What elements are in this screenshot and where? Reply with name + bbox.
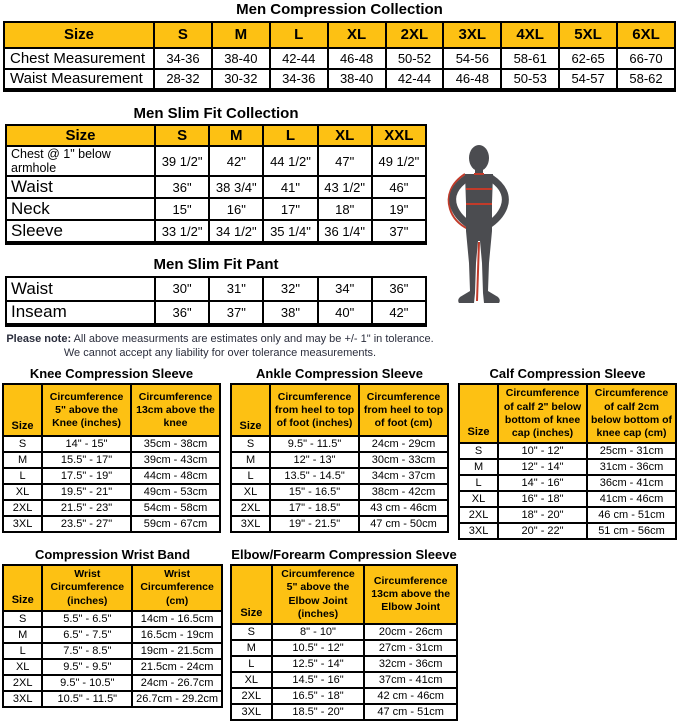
column-header: XL: [328, 22, 386, 48]
column-header: 2XL: [386, 22, 444, 48]
cell-value: 37cm - 41cm: [364, 672, 457, 688]
cell-value: 58-61: [501, 48, 559, 69]
calf-sleeve-table: [458, 383, 677, 540]
wrist-band-table: [2, 564, 223, 707]
column-header: Circumference 13cm above the Elbow Joint: [364, 565, 457, 624]
cell-value: 12.5" - 14": [272, 656, 365, 672]
column-header: Circumference 5" above the Elbow Joint (inches): [272, 565, 365, 624]
row-label: XL: [3, 484, 42, 500]
cell-value: 33 1/2": [155, 220, 209, 243]
knee-sleeve-table: [2, 383, 221, 533]
men-slim-fit-pant-title: Men Slim Fit Pant: [153, 256, 279, 273]
column-header: Wrist Circumference (inches): [42, 565, 132, 610]
cell-value: 36": [155, 301, 209, 325]
row-label: 3XL: [3, 691, 42, 707]
size-column-header: Size: [4, 22, 154, 48]
row-label: 2XL: [231, 500, 270, 516]
cell-value: 58-62: [617, 69, 675, 90]
cell-value: 34cm - 37cm: [359, 468, 448, 484]
cell-value: 31cm - 36cm: [587, 459, 676, 475]
cell-value: 54-56: [443, 48, 501, 69]
cell-value: 21.5" - 23": [42, 500, 131, 516]
table-row: [3, 675, 222, 691]
cell-value: 36cm - 41cm: [587, 475, 676, 491]
column-header: M: [209, 125, 263, 146]
cell-value: 47": [318, 146, 372, 176]
cell-value: 37": [372, 220, 426, 243]
tolerance-note: [2, 332, 438, 362]
row-label: XL: [3, 659, 42, 675]
cell-value: 17.5" - 19": [42, 468, 131, 484]
header-row: [4, 22, 675, 48]
cell-value: 18.5" - 20": [272, 704, 365, 720]
header-row: [3, 384, 220, 436]
ankle-sleeve-table: [230, 383, 449, 533]
table-row: [6, 301, 426, 325]
cell-value: 9.5" - 11.5": [270, 436, 359, 452]
cell-value: 16": [209, 198, 263, 220]
row-label: M: [231, 640, 272, 656]
cell-value: 49 1/2": [372, 146, 426, 176]
cell-value: 62-65: [559, 48, 617, 69]
elbow-sleeve-title: Elbow/Forearm Compression Sleeve: [231, 546, 457, 562]
table-row: [6, 220, 426, 243]
row-label: S: [3, 611, 42, 627]
men-compression-collection-section: [3, 2, 676, 92]
column-header: L: [263, 125, 317, 146]
cell-value: 34-36: [270, 69, 328, 90]
column-header: Circumference 5" above the Knee (inches): [42, 384, 131, 436]
cell-value: 51 cm - 56cm: [587, 523, 676, 539]
cell-value: 41": [263, 176, 317, 198]
cell-value: 39 1/2": [155, 146, 209, 176]
table-row: [6, 146, 426, 176]
cell-value: 46": [372, 176, 426, 198]
row-label: 2XL: [459, 507, 498, 523]
cell-value: 14" - 16": [498, 475, 587, 491]
row-label: S: [459, 443, 498, 459]
wrist-band-section: [2, 548, 223, 721]
cell-value: 54-57: [559, 69, 617, 90]
cell-value: 16.5cm - 19cm: [132, 627, 222, 643]
row-label: Chest @ 1" below armhole: [6, 146, 155, 176]
cell-value: 38": [263, 301, 317, 325]
table-row: [4, 69, 675, 90]
cell-value: 25cm - 31cm: [587, 443, 676, 459]
size-chart-page: [0, 1, 679, 718]
column-header: Circumference of calf 2" below bottom of knee cap (inches): [498, 384, 587, 443]
table-row: [3, 516, 220, 532]
row-label: Sleeve: [6, 220, 155, 243]
column-header: Circumference from heel to top of foot (inches): [270, 384, 359, 436]
row-label: Waist Measurement: [4, 69, 154, 90]
cell-value: 42 cm - 46cm: [364, 688, 457, 704]
cell-value: 30": [155, 277, 209, 301]
size-column-header: Size: [459, 384, 498, 443]
cell-value: 31": [209, 277, 263, 301]
table-row: [459, 443, 676, 459]
column-header: Circumference from heel to top of foot (cm): [359, 384, 448, 436]
cell-value: 14.5" - 16": [272, 672, 365, 688]
cell-value: 50-53: [501, 69, 559, 90]
cell-value: 36": [155, 176, 209, 198]
cell-value: 12" - 13": [270, 452, 359, 468]
row-label: 3XL: [459, 523, 498, 539]
cell-value: 8" - 10": [272, 624, 365, 640]
table-row: [4, 48, 675, 69]
cell-value: 66-70: [617, 48, 675, 69]
table-row: [231, 656, 457, 672]
cell-value: 42-44: [270, 48, 328, 69]
cell-value: 20" - 22": [498, 523, 587, 539]
ankle-sleeve-section: [230, 367, 449, 540]
cell-value: 9.5" - 10.5": [42, 675, 132, 691]
row-label: 2XL: [3, 675, 42, 691]
cell-value: 19": [372, 198, 426, 220]
row-label: L: [231, 468, 270, 484]
cell-value: 18": [318, 198, 372, 220]
row-label: Chest Measurement: [4, 48, 154, 69]
cell-value: 47 cm - 50cm: [359, 516, 448, 532]
cell-value: 20cm - 26cm: [364, 624, 457, 640]
cell-value: 30-32: [212, 69, 270, 90]
inseam-measure-line: [477, 242, 479, 301]
wrist-band-title: Compression Wrist Band: [34, 546, 191, 562]
row-label: L: [459, 475, 498, 491]
cell-value: 34": [318, 277, 372, 301]
cell-value: 10.5" - 12": [272, 640, 365, 656]
row-label: L: [3, 468, 42, 484]
row-label: XL: [231, 484, 270, 500]
column-header: S: [155, 125, 209, 146]
men-slim-fit-pant-table: [5, 276, 427, 327]
cell-value: 15.5" - 17": [42, 452, 131, 468]
cell-value: 15" - 16.5": [270, 484, 359, 500]
cell-value: 17": [263, 198, 317, 220]
table-row: [231, 436, 448, 452]
header-row: [6, 125, 426, 146]
cell-value: 5.5" - 6.5": [42, 611, 132, 627]
table-row: [459, 523, 676, 539]
column-header: XL: [318, 125, 372, 146]
figure-body: [458, 174, 500, 303]
table-row: [231, 500, 448, 516]
table-row: [3, 643, 222, 659]
cell-value: 54cm - 58cm: [131, 500, 220, 516]
cell-value: 50-52: [386, 48, 444, 69]
row-label: 3XL: [231, 704, 272, 720]
men-compression-collection-title: Men Compression Collection: [236, 1, 443, 18]
column-header: Circumference of calf 2cm below bottom of knee cap (cm): [587, 384, 676, 443]
cell-value: 40": [318, 301, 372, 325]
sleeve-tables-row: [0, 367, 679, 540]
cell-value: 46-48: [443, 69, 501, 90]
cell-value: 10" - 12": [498, 443, 587, 459]
cell-value: 13.5" - 14.5": [270, 468, 359, 484]
cell-value: 18" - 20": [498, 507, 587, 523]
header-row: [231, 384, 448, 436]
column-header: Wrist Circumference (cm): [132, 565, 222, 610]
elbow-sleeve-section: [230, 548, 458, 721]
cell-value: 49cm - 53cm: [131, 484, 220, 500]
table-row: [3, 691, 222, 707]
cell-value: 37": [209, 301, 263, 325]
row-label: 2XL: [3, 500, 42, 516]
cell-value: 28-32: [154, 69, 212, 90]
cell-value: 41cm - 46cm: [587, 491, 676, 507]
size-column-header: Size: [231, 565, 272, 624]
size-column-header: Size: [6, 125, 155, 146]
row-label: 3XL: [3, 516, 42, 532]
header-row: [459, 384, 676, 443]
cell-value: 36 1/4": [318, 220, 372, 243]
header-row: [231, 565, 457, 624]
cell-value: 42-44: [386, 69, 444, 90]
cell-value: 35 1/4": [263, 220, 317, 243]
column-header: 4XL: [501, 22, 559, 48]
column-header: 6XL: [617, 22, 675, 48]
cell-value: 17" - 18.5": [270, 500, 359, 516]
table-row: [231, 688, 457, 704]
cell-value: 15": [155, 198, 209, 220]
cell-value: 39cm - 43cm: [131, 452, 220, 468]
cell-value: 36": [372, 277, 426, 301]
cell-value: 44 1/2": [263, 146, 317, 176]
size-column-header: Size: [231, 384, 270, 436]
cell-value: 26.7cm - 29.2cm: [132, 691, 222, 707]
cell-value: 38 3/4": [209, 176, 263, 198]
calf-sleeve-section: [458, 367, 677, 540]
row-label: XL: [231, 672, 272, 688]
column-header: S: [154, 22, 212, 48]
table-row: [459, 475, 676, 491]
band-tables-row: [0, 548, 679, 721]
row-label: L: [231, 656, 272, 672]
size-column-header: Size: [3, 384, 42, 436]
cell-value: 35cm - 38cm: [131, 436, 220, 452]
column-header: 3XL: [443, 22, 501, 48]
cell-value: 24cm - 26.7cm: [132, 675, 222, 691]
men-compression-collection-table: [3, 21, 676, 92]
row-label: Inseam: [6, 301, 155, 325]
table-row: [3, 468, 220, 484]
tolerance-note-line2: We cannot accept any liability for over tolerance measurements.: [63, 347, 377, 360]
table-row: [3, 500, 220, 516]
table-row: [231, 484, 448, 500]
row-label: L: [3, 643, 42, 659]
row-label: M: [3, 627, 42, 643]
table-row: [231, 624, 457, 640]
row-label: S: [231, 624, 272, 640]
cell-value: 19" - 21.5": [270, 516, 359, 532]
men-slim-fit-collection-table: [5, 124, 427, 245]
cell-value: 27cm - 31cm: [364, 640, 457, 656]
men-slim-fit-collection-section: [5, 106, 427, 246]
cell-value: 9.5" - 9.5": [42, 659, 132, 675]
row-label: M: [3, 452, 42, 468]
cell-value: 59cm - 67cm: [131, 516, 220, 532]
header-row: [3, 565, 222, 610]
column-header: L: [270, 22, 328, 48]
table-row: [231, 516, 448, 532]
cell-value: 14" - 15": [42, 436, 131, 452]
row-label: M: [231, 452, 270, 468]
cell-value: 34-36: [154, 48, 212, 69]
table-row: [3, 452, 220, 468]
table-row: [459, 459, 676, 475]
cell-value: 23.5" - 27": [42, 516, 131, 532]
row-label: XL: [459, 491, 498, 507]
male-silhouette-svg: [446, 141, 512, 313]
cell-value: 46-48: [328, 48, 386, 69]
cell-value: 38-40: [328, 69, 386, 90]
knee-sleeve-section: [2, 367, 221, 540]
cell-value: 42": [372, 301, 426, 325]
column-header: Circumference 13cm above the knee: [131, 384, 220, 436]
table-row: [3, 627, 222, 643]
size-column-header: Size: [3, 565, 42, 610]
men-slim-fit-pant-section: [5, 257, 427, 327]
cell-value: 24cm - 29cm: [359, 436, 448, 452]
knee-sleeve-title: Knee Compression Sleeve: [29, 366, 194, 382]
cell-value: 44cm - 48cm: [131, 468, 220, 484]
table-row: [231, 704, 457, 720]
cell-value: 32cm - 36cm: [364, 656, 457, 672]
table-row: [231, 640, 457, 656]
men-slim-fit-collection-title: Men Slim Fit Collection: [133, 104, 299, 122]
row-label: S: [231, 436, 270, 452]
tolerance-note-line1: All above measurments are estimates only and may be +/- 1" in tolerance.: [71, 332, 434, 345]
table-row: [3, 659, 222, 675]
cell-value: 46 cm - 51cm: [587, 507, 676, 523]
table-row: [3, 436, 220, 452]
row-label: 2XL: [231, 688, 272, 704]
male-silhouette-figure: [446, 141, 512, 313]
cell-value: 42": [209, 146, 263, 176]
table-row: [459, 491, 676, 507]
cell-value: 6.5" - 7.5": [42, 627, 132, 643]
calf-sleeve-title: Calf Compression Sleeve: [489, 366, 646, 382]
table-row: [231, 468, 448, 484]
elbow-sleeve-table: [230, 564, 458, 721]
row-label: 3XL: [231, 516, 270, 532]
cell-value: 16.5" - 18": [272, 688, 365, 704]
cell-value: 10.5" - 11.5": [42, 691, 132, 707]
cell-value: 38-40: [212, 48, 270, 69]
table-row: [6, 198, 426, 220]
table-row: [6, 277, 426, 301]
column-header: XXL: [372, 125, 426, 146]
cell-value: 47 cm - 51cm: [364, 704, 457, 720]
cell-value: 32": [263, 277, 317, 301]
table-row: [459, 507, 676, 523]
cell-value: 38cm - 42cm: [359, 484, 448, 500]
row-label: Neck: [6, 198, 155, 220]
ankle-sleeve-title: Ankle Compression Sleeve: [256, 366, 423, 382]
cell-value: 43 cm - 46cm: [359, 500, 448, 516]
figure-head: [469, 145, 489, 171]
table-row: [6, 176, 426, 198]
column-header: 5XL: [559, 22, 617, 48]
cell-value: 7.5" - 8.5": [42, 643, 132, 659]
row-label: S: [3, 436, 42, 452]
cell-value: 30cm - 33cm: [359, 452, 448, 468]
table-row: [231, 672, 457, 688]
table-row: [231, 452, 448, 468]
cell-value: 34 1/2": [209, 220, 263, 243]
column-header: M: [212, 22, 270, 48]
cell-value: 21.5cm - 24cm: [132, 659, 222, 675]
tolerance-note-prefix: Please note:: [6, 332, 72, 345]
row-label: M: [459, 459, 498, 475]
cell-value: 19cm - 21.5cm: [132, 643, 222, 659]
cell-value: 12" - 14": [498, 459, 587, 475]
table-row: [3, 484, 220, 500]
cell-value: 14cm - 16.5cm: [132, 611, 222, 627]
row-label: Waist: [6, 277, 155, 301]
cell-value: 19.5" - 21": [42, 484, 131, 500]
table-row: [3, 611, 222, 627]
cell-value: 43 1/2": [318, 176, 372, 198]
cell-value: 16" - 18": [498, 491, 587, 507]
row-label: Waist: [6, 176, 155, 198]
